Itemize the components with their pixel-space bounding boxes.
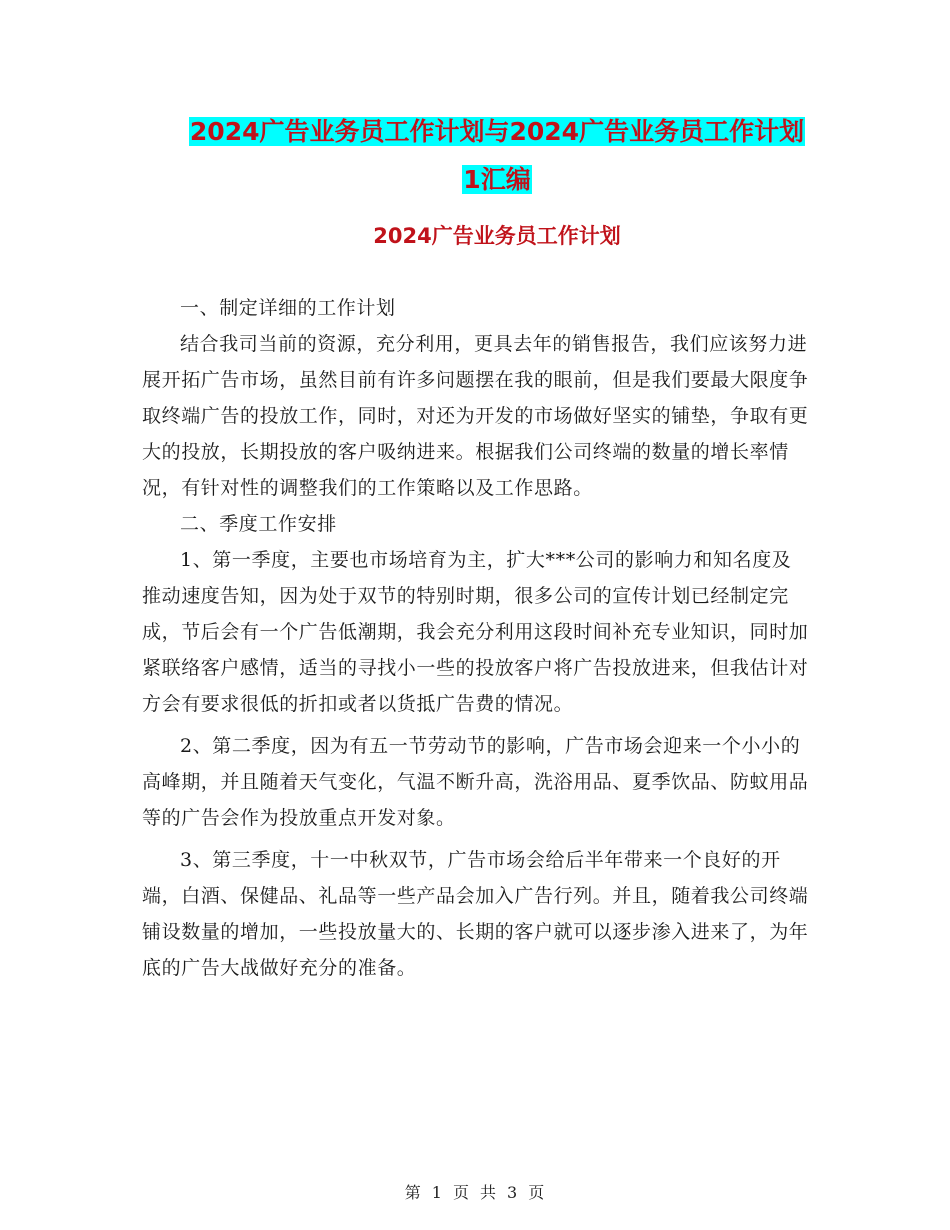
heading-quarterly: 二、季度工作安排 [180,513,337,535]
paragraph-q1: 1、第一季度，主要也市场培育为主，扩大***公司的影响力和知名度及推动速度告知，因为处于双节的特别时期，很多公司的宣传计划已经制定完成，节后会有一个广告低潮期，我会充分利用这段时间补充专业知识，同时加紧联络客户感情，适当的寻找小一些的投放客户将广告投放进来，但我估计对方会有要求很低的折扣或者以货抵广告费的情况。 [142,549,809,715]
paragraph-plan: 结合我司当前的资源，充分利用，更具去年的销售报告，我们应该努力进展开拓广告市场，虽然目前有许多问题摆在我的眼前，但是我们要最大限度争取终端广告的投放工作，同时，对还为开发的市场做好坚实的铺垫，争取有更大的投放，长期投放的客户吸纳进来。根据我们公司终端的数量的增长率情况，有针对性的调整我们的工作策略以及工作思路。 [142,333,809,499]
footer-page-current: 1 [431,1183,443,1202]
section-title: 2024广告业务员工作计划 [373,224,621,248]
heading-plan: 一、制定详细的工作计划 [180,297,396,319]
footer-mid: 页 [452,1183,470,1202]
footer-suffix: 页 [528,1183,546,1202]
document-body [142,290,810,986]
footer-page-total: 3 [507,1183,519,1202]
document-title-line1: 2024广告业务员工作计划与2024广告业务员工作计划 [189,117,805,146]
document-title-line2: 1汇编 [463,165,531,194]
footer-prefix: 第 [404,1183,422,1202]
paragraph-q3: 3、第三季度，十一中秋双节，广告市场会给后半年带来一个良好的开端，白酒、保健品、礼品等一些产品会加入广告行列。并且，随着我公司终端铺设数量的增加，一些投放量大的、长期的客户就可以逐步渗入进来了，为年底的广告大战做好充分的准备。 [142,849,809,979]
page-footer [0,1180,950,1203]
paragraph-q2: 2、第二季度，因为有五一节劳动节的影响，广告市场会迎来一个小小的高峰期，并且随着天气变化，气温不断升高，洗浴用品、夏季饮品、防蚊用品等的广告会作为投放重点开发对象。 [142,735,809,829]
document-title [140,108,854,204]
footer-total-label: 共 [480,1183,498,1202]
